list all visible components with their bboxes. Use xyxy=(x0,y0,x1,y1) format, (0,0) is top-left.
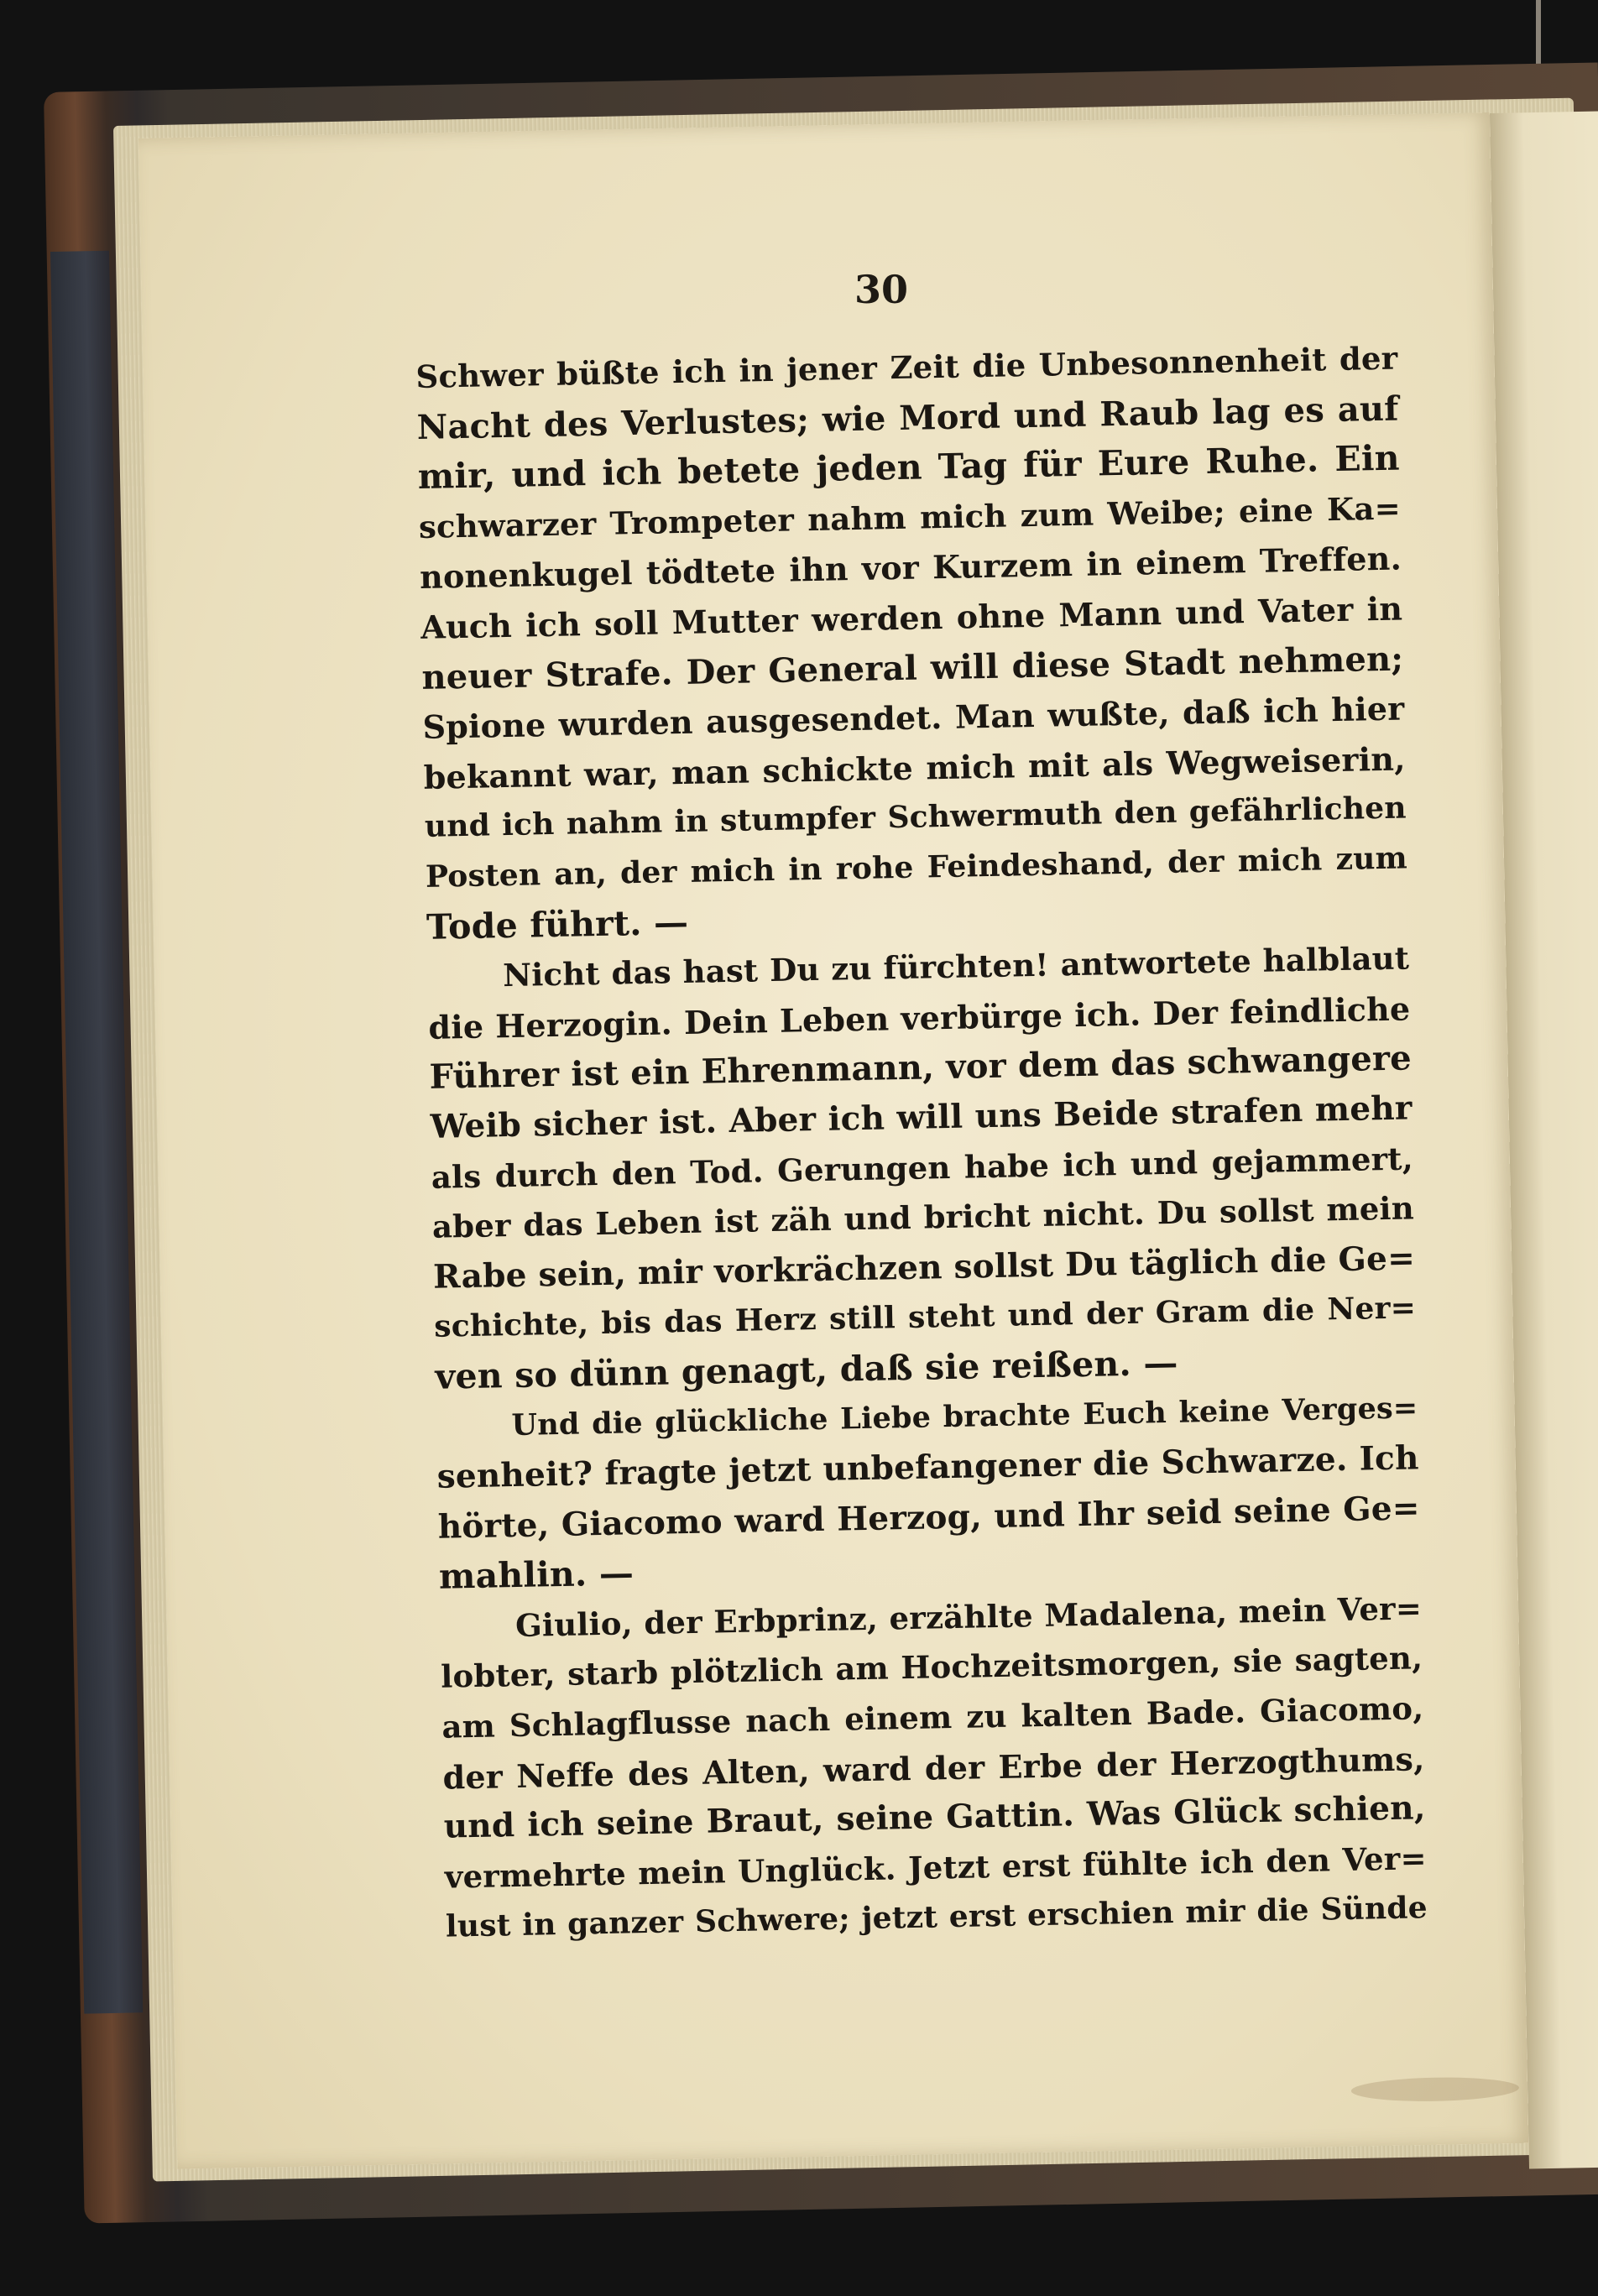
text-line: Posten an, der mich in rohe Feindeshand, der mich zum xyxy=(425,840,1408,895)
text-line: Weib sicher ist. Aber ich will uns Beide strafen mehr xyxy=(430,1088,1413,1146)
text-line: Spione wurden ausgesendet. Man wußte, daß ich hier xyxy=(422,689,1405,747)
text-line: mahlin. — xyxy=(438,1552,634,1597)
text-line: Tode führt. — xyxy=(426,901,689,947)
text-line: bekannt war, man schickte mich mit als Wegweiserin, xyxy=(423,739,1406,796)
text-line: Schwer büßte ich in jener Zeit die Unbesonnenheit der xyxy=(415,339,1398,395)
text-line: mir, und ich betete jeden Tag für Eure Ruhe. Ein xyxy=(417,437,1401,498)
text-line: ven so dünn genagt, daß sie reißen. — xyxy=(434,1342,1179,1397)
text-line: Rabe sein, mir vorkrächzen sollst Du täglich die Ge= xyxy=(432,1239,1416,1297)
text-line: neuer Strafe. Der General will diese Stadt nehmen; xyxy=(420,639,1404,697)
text-line: am Schlagflusse nach einem zu kalten Bade. Giacomo, xyxy=(441,1689,1424,1745)
text-line: Nacht des Verlustes; wie Mord und Raub lag es auf xyxy=(416,389,1399,447)
text-line: schwarzer Trompeter nahm mich zum Weibe; eine Ka= xyxy=(418,489,1402,545)
text-line: der Neffe des Alten, ward der Erbe der Herzogthums, xyxy=(442,1739,1425,1797)
text-line: Auch ich soll Mutter werden ohne Mann und Vater in xyxy=(420,589,1403,646)
text-line: und ich nahm in stumpfer Schwermuth den gefährlichen xyxy=(424,790,1407,845)
text-line: Nicht das hast Du zu fürchten! antwortete halblaut xyxy=(502,939,1410,994)
text-line: Und die glückliche Liebe brachte Euch keine Verges= xyxy=(511,1391,1418,1443)
text-line: und ich seine Braut, seine Gattin. Was Glück schien, xyxy=(443,1788,1426,1846)
text-line: Führer ist ein Ehrenmann, vor dem das schwangere xyxy=(429,1038,1413,1098)
text-line: lobter, starb plötzlich am Hochzeitsmorgen, sie sagten, xyxy=(440,1639,1423,1696)
page-stain xyxy=(1351,2076,1520,2103)
text-line: vermehrte mein Unglück. Jetzt erst fühlte ich den Ver= xyxy=(444,1839,1428,1896)
text-line: aber das Leben ist zäh und bricht nicht. Du sollst mein xyxy=(431,1189,1415,1245)
text-line: lust in ganzer Schwere; jetzt erst erschien mir die Sünde xyxy=(445,1890,1428,1945)
text-line: die Herzogin. Dein Leben verbürge ich. Der feindliche xyxy=(428,989,1411,1046)
page-number: 30 xyxy=(854,267,908,312)
text-line: schichte, bis das Herz still steht und der Gram die Ner= xyxy=(433,1290,1417,1345)
text-line: Giulio, der Erbprinz, erzählte Madalena, mein Ver= xyxy=(514,1589,1423,1644)
page-text xyxy=(415,334,1428,1953)
text-line: senheit? fragte jetzt unbefangener die Schwarze. Ich xyxy=(436,1438,1419,1496)
text-line: nonenkugel tödtete ihn vor Kurzem in einem Treffen. xyxy=(419,539,1402,597)
text-line: hörte, Giacomo ward Herzog, und Ihr seid seine Ge= xyxy=(437,1488,1421,1547)
text-line: als durch den Tod. Gerungen habe ich und gejammert, xyxy=(431,1139,1414,1196)
